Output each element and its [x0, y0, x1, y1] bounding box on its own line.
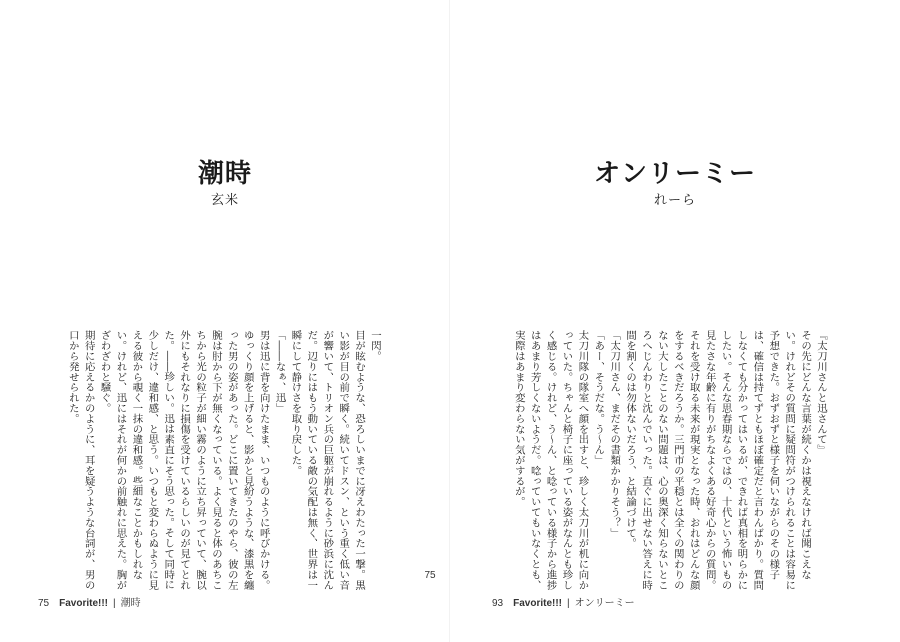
body-paragraph: 太刀川隊の隊室へ顔を出すと、珍しく太刀川が机に向かっていた。ちゃんと椅子に座っている姿がなんとも珍しく感じる。けれど、う〜ん、と唸っている様子から進捗はあまり芳しくないようだ。唸っていてもいなくとも、実際はあまり変わらない気がするが。	[512, 330, 589, 590]
footer-story-title: 潮時	[120, 598, 141, 609]
story-body	[488, 330, 828, 590]
page-footer	[492, 594, 635, 609]
body-paragraph: 期待に応えるかのように、耳を疑うような台詞が、男の口から発せられた。	[66, 330, 95, 590]
story-title: オンリーミー	[593, 159, 756, 189]
body-paragraph: その先にどんな言葉が続くかは視えなければ聞こえない。けれどその質問に疑問符がつけられることは容易に予想できた。おずおずと様子を伺いながらのその様子は、確信は持てずともほぼ確定だと言わんばかり。質問しなくても分かってはいるが、できれば真相を明らかにしたい。そんな思春期ならではの、十代という怖いもの見たさな年齢に有りがちなよくある好奇心からの質問。それを受け取る未来が現実となった時、おれはどんな顔をするべきだろうか。三門市の平穏とは全くの関わりのない大したことのない問題は、心の奥深く知らないところへじんわりと沈んでいった。直ぐに出せない答えに時間を割くのは勿体ないだろう、と結論づけて。	[624, 330, 812, 590]
body-paragraph: 「――なぁ、迅」	[273, 330, 286, 414]
body-paragraph: 「あー、そうだな。う〜ん」	[592, 330, 605, 466]
footer-separator: |	[113, 598, 116, 609]
magazine-name: Favorite!!!	[513, 598, 563, 609]
body-paragraph: 目が眩むような、恐ろしいまでに冴えわたった一撃。黒い影が目の前で瞬く。続いてドスン、という重く低い音が響いて、トリオン兵の巨躯が崩れるように砂浜に沈んだ。辺りにはもう動いている敵の気配は無く、世界は一瞬にして静けさを取り戻した。	[289, 330, 366, 590]
right-page	[450, 0, 900, 642]
story-author: れーら	[653, 193, 696, 208]
footer-separator: |	[567, 598, 570, 609]
page-number: 93	[492, 598, 504, 609]
story-title: 潮時	[197, 159, 252, 189]
body-paragraph: 男は迅に背を向けたまま、いつものように呼びかける。ゆっくり顔を上げると、影かと見紛うような、漆黒を纏った男の姿があった。どこに置いてきたのやら、彼の左腕は肘から下が無くなっている。よく見ると体のあちこちから光の粒子が細い霧のように立ち昇っていて、腕以外にもそれなりに損傷を受けているらしいのが見てとれた。――珍しい。迅は素直にそう思った。そして同時に少しだけ、違和感、と思う。いつもと変わらぬように見える彼から覗く一抹の違和感。些細なことかもしれない。けれど、迅にはそれが何かの前触れに思えた。胸がざわざわと騒ぐ。	[98, 330, 270, 590]
page-number: 75	[38, 598, 50, 609]
body-paragraph: 一閃。	[369, 330, 381, 362]
body-paragraph: 「太刀川さん、まだその書類かかりそう？」	[608, 330, 621, 538]
story-body	[66, 330, 382, 590]
center-page-number: 75	[424, 570, 436, 581]
magazine-name: Favorite!!!	[59, 598, 109, 609]
footer-story-title: オンリーミー	[574, 598, 635, 609]
story-author: 玄米	[210, 193, 239, 208]
page-footer	[38, 594, 141, 609]
body-paragraph: 『太刀川さんと迅さんて』	[815, 330, 827, 455]
